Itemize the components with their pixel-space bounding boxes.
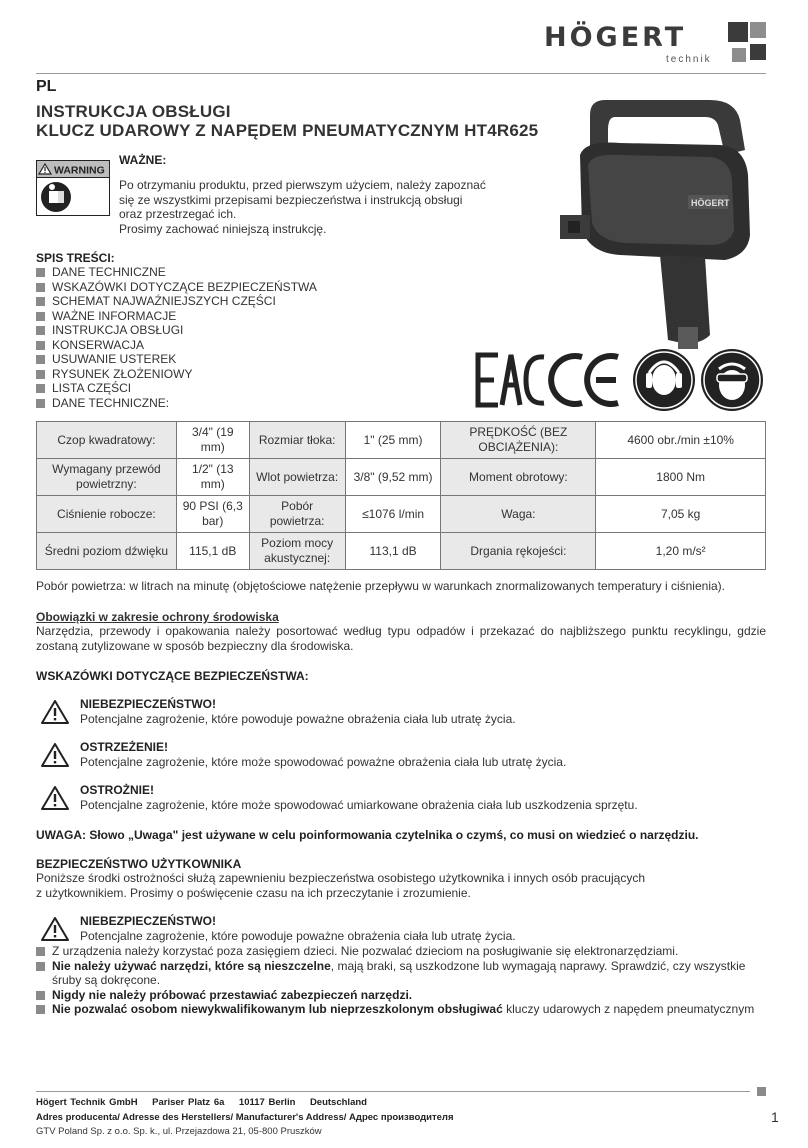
uwaga-note: UWAGA: Słowo „Uwaga" jest używane w celu poinformowania czytelnika o czymś, co musi on wiedzieć o narzędziu. (36, 828, 699, 842)
spec-value: 3/4" (19 mm) (176, 422, 249, 459)
table-of-contents (36, 265, 317, 410)
toc-item: WSKAZÓWKI DOTYCZĄCE BEZPIECZEŃSTWA (36, 280, 317, 295)
spec-label: Drgania rękojeści: (441, 533, 596, 570)
safety-bullets (36, 944, 766, 1017)
header-rule (36, 73, 766, 74)
hazard-text: Potencjalne zagrożenie, które może spowodować poważne obrażenia ciała lub utratę życia. (80, 755, 567, 769)
footer-rule (36, 1091, 750, 1092)
environment-heading: Obowiązki w zakresie ochrony środowiska (36, 610, 279, 624)
spec-label: Czop kwadratowy: (37, 422, 177, 459)
eac-mark-icon (478, 355, 544, 405)
bullet-text: Z urządzenia należy korzystać poza zasięgiem dzieci. Nie pozwalać dzieciom na posługiwanie się elektronarzędziami. (52, 944, 679, 958)
list-item (36, 1002, 766, 1017)
spec-value: 1/2" (13 mm) (176, 459, 249, 496)
toc-item: SCHEMAT NAJWAŻNIEJSZYCH CZĘŚCI (36, 294, 317, 309)
toc-item: INSTRUKCJA OBSŁUGI (36, 323, 317, 338)
spec-label: Waga: (441, 496, 596, 533)
warning-triangle-icon (40, 785, 70, 811)
table-row (37, 459, 766, 496)
important-text: Po otrzymaniu produktu, przed pierwszym użyciem, należy zapoznać się ze wszystkimi przepisami bezpieczeństwa i instrukcją obsługi oraz przestrzegać ich. Prosimy zachować niniejszą instrukcję. (119, 178, 486, 236)
bullet-text: kluczy udarowych z napędem pneumatycznym (502, 1002, 755, 1016)
spec-label: Moment obrotowy: (441, 459, 596, 496)
warning-triangle-icon (40, 742, 70, 768)
spec-label: Wymagany przewód powietrzny: (37, 459, 177, 496)
hazard-text: Potencjalne zagrożenie, które powoduje poważne obrażenia ciała lub utratę życia. (80, 712, 516, 726)
list-item (36, 988, 766, 1003)
toc-item: WAŻNE INFORMACJE (36, 309, 317, 324)
warning-triangle-icon (40, 699, 70, 725)
brand-mark-icon (724, 18, 770, 64)
bullet-bold: Nigdy nie należy próbować przestawiać zabezpieczeń narzędzi. (52, 987, 413, 1002)
footer-distributor: GTV Poland Sp. z o.o. Sp. k., ul. Przejazdowa 21, 05-800 Pruszków (36, 1126, 322, 1137)
spec-value: 90 PSI (6,3 bar) (176, 496, 249, 533)
spec-label: Wlot powietrza: (249, 459, 345, 496)
spec-label: Ciśnienie robocze: (37, 496, 177, 533)
bullet-text: , mają braki, są uszkodzone lub wymagają naprawy. Sprawdzić, czy wszystkie śruby są dokręcone. (52, 958, 746, 987)
footer-company: Högert Technik GmbH Pariser Platz 6a 10117 Berlin Deutschland (36, 1097, 367, 1108)
technical-data-table (36, 421, 766, 570)
list-item (36, 959, 766, 988)
spec-value: 113,1 dB (345, 533, 441, 570)
certification-marks (470, 347, 765, 413)
hazard-caution (36, 783, 736, 823)
hazard-title: OSTRZEŻENIE! (80, 740, 169, 754)
eye-protection-icon (701, 349, 763, 411)
table-row (37, 496, 766, 533)
toc-item: LISTA CZĘŚCI (36, 381, 317, 396)
brand-logo (544, 18, 769, 66)
hazard-text: Potencjalne zagrożenie, które powoduje poważne obrażenia ciała lub utratę życia. (80, 929, 516, 943)
spec-value: 1800 Nm (596, 459, 766, 496)
footer-address-label: Adres producenta/ Adresse des Herstellers/ Manufacturer's Address/ Адрес производителя (36, 1112, 454, 1123)
warning-sign-label: WARNING (54, 164, 105, 177)
read-manual-warning-sign-icon (36, 160, 110, 216)
hazard-danger (36, 697, 736, 737)
spec-value: 1,20 m/s² (596, 533, 766, 570)
user-safety-text: Poniższe środki ostrożności służą zapewnieniu bezpieczeństwa osobistego użytkownika i innych osób pracujących z użytkownikiem. Prosimy o poświęcenie czasu na ich przeczytanie i zrozumienie. (36, 871, 645, 900)
air-consumption-note: Pobór powietrza: w litrach na minutę (objętościowe natężenie przepływu w warunkach znormalizowanych temperatury i ciśnienia). (36, 579, 725, 593)
user-safety-heading: BEZPIECZEŃSTWO UŻYTKOWNIKA (36, 857, 242, 871)
toc-item: RYSUNEK ZŁOŻENIOWY (36, 367, 317, 382)
list-item (36, 944, 766, 959)
spec-label: PRĘDKOŚĆ (BEZ OBCIĄŻENIA): (441, 422, 596, 459)
safety-guidelines-heading: WSKAZÓWKI DOTYCZĄCE BEZPIECZEŃSTWA: (36, 669, 309, 683)
title-line-2: KLUCZ UDAROWY Z NAPĘDEM PNEUMATYCZNYM HT4R625 (36, 121, 539, 140)
spec-label: Pobór powietrza: (249, 496, 345, 533)
spec-value: 1" (25 mm) (345, 422, 441, 459)
impact-wrench-product-image (560, 95, 760, 350)
toc-item: USUWANIE USTEREK (36, 352, 317, 367)
brand-name: HÖGERT (544, 22, 687, 53)
page-number: 1 (771, 1109, 779, 1125)
spec-value: 7,05 kg (596, 496, 766, 533)
hazard-text: Potencjalne zagrożenie, które może spowodować umiarkowane obrażenia ciała lub uszkodzenia sprzętu. (80, 798, 638, 812)
ce-mark-icon (551, 356, 618, 404)
hearing-protection-icon (633, 349, 695, 411)
environment-text: Narzędzia, przewody i opakowania należy posortować według typu odpadów i przekazać do najbliższego punktu recyklingu, gdzie zostaną zutylizowane w sposób bezpieczny dla środowiska. (36, 624, 766, 653)
title-line-1: INSTRUKCJA OBSŁUGI (36, 102, 231, 121)
spec-value: ≤1076 l/min (345, 496, 441, 533)
hazard-title: NIEBEZPIECZEŃSTWO! (80, 697, 217, 711)
spec-label: Średni poziom dźwięku (37, 533, 177, 570)
hazard-title: NIEBEZPIECZEŃSTWO! (80, 914, 217, 928)
hazard-warning (36, 740, 736, 780)
document-title (36, 102, 538, 140)
spec-value: 115,1 dB (176, 533, 249, 570)
toc-item: DANE TECHNICZNE (36, 265, 317, 280)
important-heading: WAŻNE: (119, 153, 167, 167)
brand-subtitle: technik (666, 54, 712, 65)
product-brand-label: HÖGERT (691, 198, 730, 208)
language-code: PL (36, 78, 57, 95)
toc-heading: SPIS TREŚCI: (36, 251, 115, 265)
toc-item: DANE TECHNICZNE: (36, 396, 317, 411)
warning-triangle-icon (40, 916, 70, 942)
hazard-title: OSTROŻNIE! (80, 783, 154, 797)
spec-label: Poziom mocy akustycznej: (249, 533, 345, 570)
table-row (37, 533, 766, 570)
footer-square (757, 1087, 766, 1096)
spec-value: 3/8" (9,52 mm) (345, 459, 441, 496)
spec-value: 4600 obr./min ±10% (596, 422, 766, 459)
toc-item: KONSERWACJA (36, 338, 317, 353)
bullet-bold: Nie należy używać narzędzi, które są nieszczelne (52, 958, 331, 973)
spec-label: Rozmiar tłoka: (249, 422, 345, 459)
bullet-bold: Nie pozwalać osobom niewykwalifikowanym lub nieprzeszkolonym obsługiwać (52, 1002, 503, 1016)
table-row (37, 422, 766, 459)
